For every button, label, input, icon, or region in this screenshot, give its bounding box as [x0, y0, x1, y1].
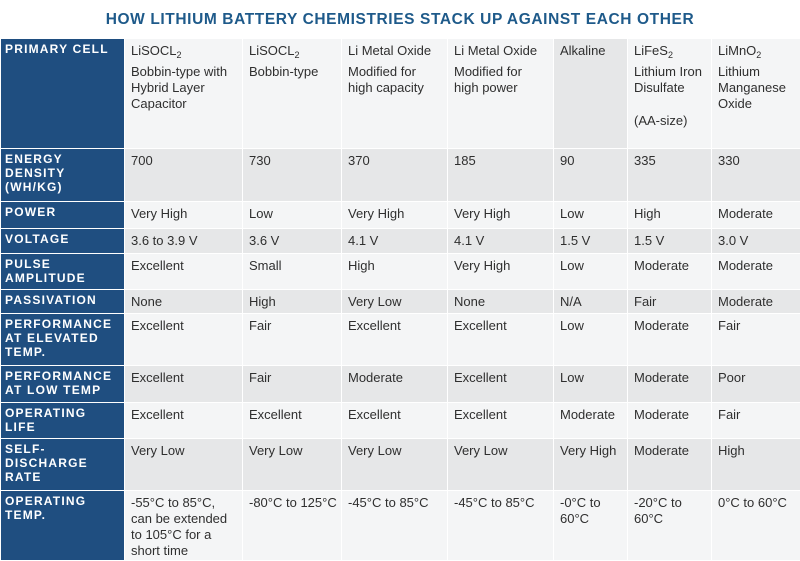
table-cell: Very High: [342, 202, 448, 229]
chemistry-name: LiMnO$_2$: [718, 43, 762, 60]
table-row: [1, 491, 800, 561]
row-header: ENERGY DENSITY (WH/KG): [1, 149, 125, 202]
table-cell: None: [125, 290, 243, 314]
table-cell: Fair: [243, 314, 342, 366]
page-title: HOW LITHIUM BATTERY CHEMISTRIES STACK UP AGAINST EACH OTHER: [105, 11, 695, 28]
table-cell: 1.5 V: [628, 229, 712, 254]
table-row: [1, 229, 800, 254]
chemistry-name: Li Metal Oxide: [348, 43, 432, 58]
table-row: [1, 403, 800, 439]
table-cell: Moderate: [628, 403, 712, 439]
table-cell: Low: [554, 314, 628, 366]
table-cell: 3.0 V: [712, 229, 800, 254]
row-header: PERFORMANCE AT ELEVATED TEMP.: [1, 314, 125, 366]
chemistry-name: LiSOCL$_2$: [249, 43, 300, 60]
comparison-table: [0, 38, 800, 561]
table-cell: Moderate: [554, 403, 628, 439]
table-cell: 4.1 V: [448, 229, 554, 254]
table-cell: Moderate: [712, 290, 800, 314]
table-row: [1, 439, 800, 491]
chemistry-name: Alkaline: [560, 43, 606, 58]
table-cell: Excellent: [342, 403, 448, 439]
chemistry-description: Lithium Manganese Oxide: [718, 64, 786, 111]
table-cell: Excellent: [448, 314, 554, 366]
header-cell: [448, 39, 554, 149]
table-cell: 330: [712, 149, 800, 202]
table-cell: 3.6 V: [243, 229, 342, 254]
table-cell: -45°C to 85°C: [342, 491, 448, 561]
table-cell: 90: [554, 149, 628, 202]
table-cell: -55°C to 85°C, can be extended to 105°C for a short time: [125, 491, 243, 561]
header-cell: [243, 39, 342, 149]
table-cell: High: [628, 202, 712, 229]
table-cell: Very Low: [448, 439, 554, 491]
table-cell: Very Low: [342, 439, 448, 491]
table-cell: Very Low: [243, 439, 342, 491]
header-cell: [554, 39, 628, 149]
table-cell: Moderate: [628, 314, 712, 366]
header-row: [1, 39, 800, 149]
table-cell: Moderate: [628, 366, 712, 403]
table-cell: Very Low: [342, 290, 448, 314]
table-cell: Low: [554, 254, 628, 290]
chemistry-description: Bobbin-type with Hybrid Layer Capacitor: [131, 64, 228, 111]
table-cell: 185: [448, 149, 554, 202]
table-cell: High: [243, 290, 342, 314]
table-row: [1, 366, 800, 403]
table-cell: 1.5 V: [554, 229, 628, 254]
table-cell: Excellent: [448, 366, 554, 403]
table-cell: Poor: [712, 366, 800, 403]
row-header: VOLTAGE: [1, 229, 125, 254]
table-cell: Moderate: [628, 439, 712, 491]
row-header: PRIMARY CELL: [1, 39, 125, 149]
table-cell: -0°C to 60°C: [554, 491, 628, 561]
row-header: OPERATING TEMP.: [1, 491, 125, 561]
table-cell: Fair: [712, 403, 800, 439]
row-header: OPERATING LIFE: [1, 403, 125, 439]
table-cell: Excellent: [125, 366, 243, 403]
table-cell: None: [448, 290, 554, 314]
table-cell: -45°C to 85°C: [448, 491, 554, 561]
table-cell: Excellent: [448, 403, 554, 439]
chemistry-description: Modified for high capacity: [348, 64, 424, 95]
table-cell: Low: [554, 366, 628, 403]
table-cell: Low: [554, 202, 628, 229]
chemistry-description: Modified for high power: [454, 64, 522, 95]
table-cell: Very High: [448, 202, 554, 229]
table-cell: Very High: [448, 254, 554, 290]
table-cell: 730: [243, 149, 342, 202]
row-header: SELF-DISCHARGE RATE: [1, 439, 125, 491]
table-cell: Low: [243, 202, 342, 229]
row-header: PULSE AMPLITUDE: [1, 254, 125, 290]
table-cell: Excellent: [342, 314, 448, 366]
table-cell: Very High: [125, 202, 243, 229]
table-cell: 0°C to 60°C: [712, 491, 800, 561]
row-header: POWER: [1, 202, 125, 229]
table-cell: Moderate: [712, 254, 800, 290]
table-cell: Moderate: [342, 366, 448, 403]
table-cell: Fair: [712, 314, 800, 366]
table-cell: Excellent: [125, 254, 243, 290]
table-cell: Very Low: [125, 439, 243, 491]
table-cell: 370: [342, 149, 448, 202]
table-row: [1, 290, 800, 314]
table-cell: Fair: [243, 366, 342, 403]
table-row: [1, 202, 800, 229]
table-cell: 700: [125, 149, 243, 202]
header-cell: [628, 39, 712, 149]
table-row: [1, 149, 800, 202]
chemistry-description: Lithium Iron Disulfate: [634, 64, 702, 95]
table-row: [1, 254, 800, 290]
table-cell: Excellent: [125, 314, 243, 366]
chemistry-name: LiFeS$_2$: [634, 43, 673, 60]
chemistry-name: LiSOCL$_2$: [131, 43, 182, 60]
table-cell: -80°C to 125°C: [243, 491, 342, 561]
table-cell: 3.6 to 3.9 V: [125, 229, 243, 254]
chemistry-description: Bobbin-type: [249, 64, 319, 79]
table-cell: 4.1 V: [342, 229, 448, 254]
row-header: PERFORMANCE AT LOW TEMP: [1, 366, 125, 403]
chemistry-name: Li Metal Oxide: [454, 43, 538, 58]
table-cell: Very High: [554, 439, 628, 491]
table-cell: N/A: [554, 290, 628, 314]
table-cell: Moderate: [628, 254, 712, 290]
table-cell: High: [712, 439, 800, 491]
table-cell: High: [342, 254, 448, 290]
table-cell: 335: [628, 149, 712, 202]
table-cell: Small: [243, 254, 342, 290]
header-cell: [712, 39, 800, 149]
table-cell: Moderate: [712, 202, 800, 229]
table-cell: Excellent: [243, 403, 342, 439]
table-cell: Excellent: [125, 403, 243, 439]
header-cell: [342, 39, 448, 149]
table-cell: -20°C to 60°C: [628, 491, 712, 561]
table-row: [1, 314, 800, 366]
table-cell: Fair: [628, 290, 712, 314]
header-cell: [125, 39, 243, 149]
size-note: (AA-size): [634, 113, 688, 128]
row-header: PASSIVATION: [1, 290, 125, 314]
